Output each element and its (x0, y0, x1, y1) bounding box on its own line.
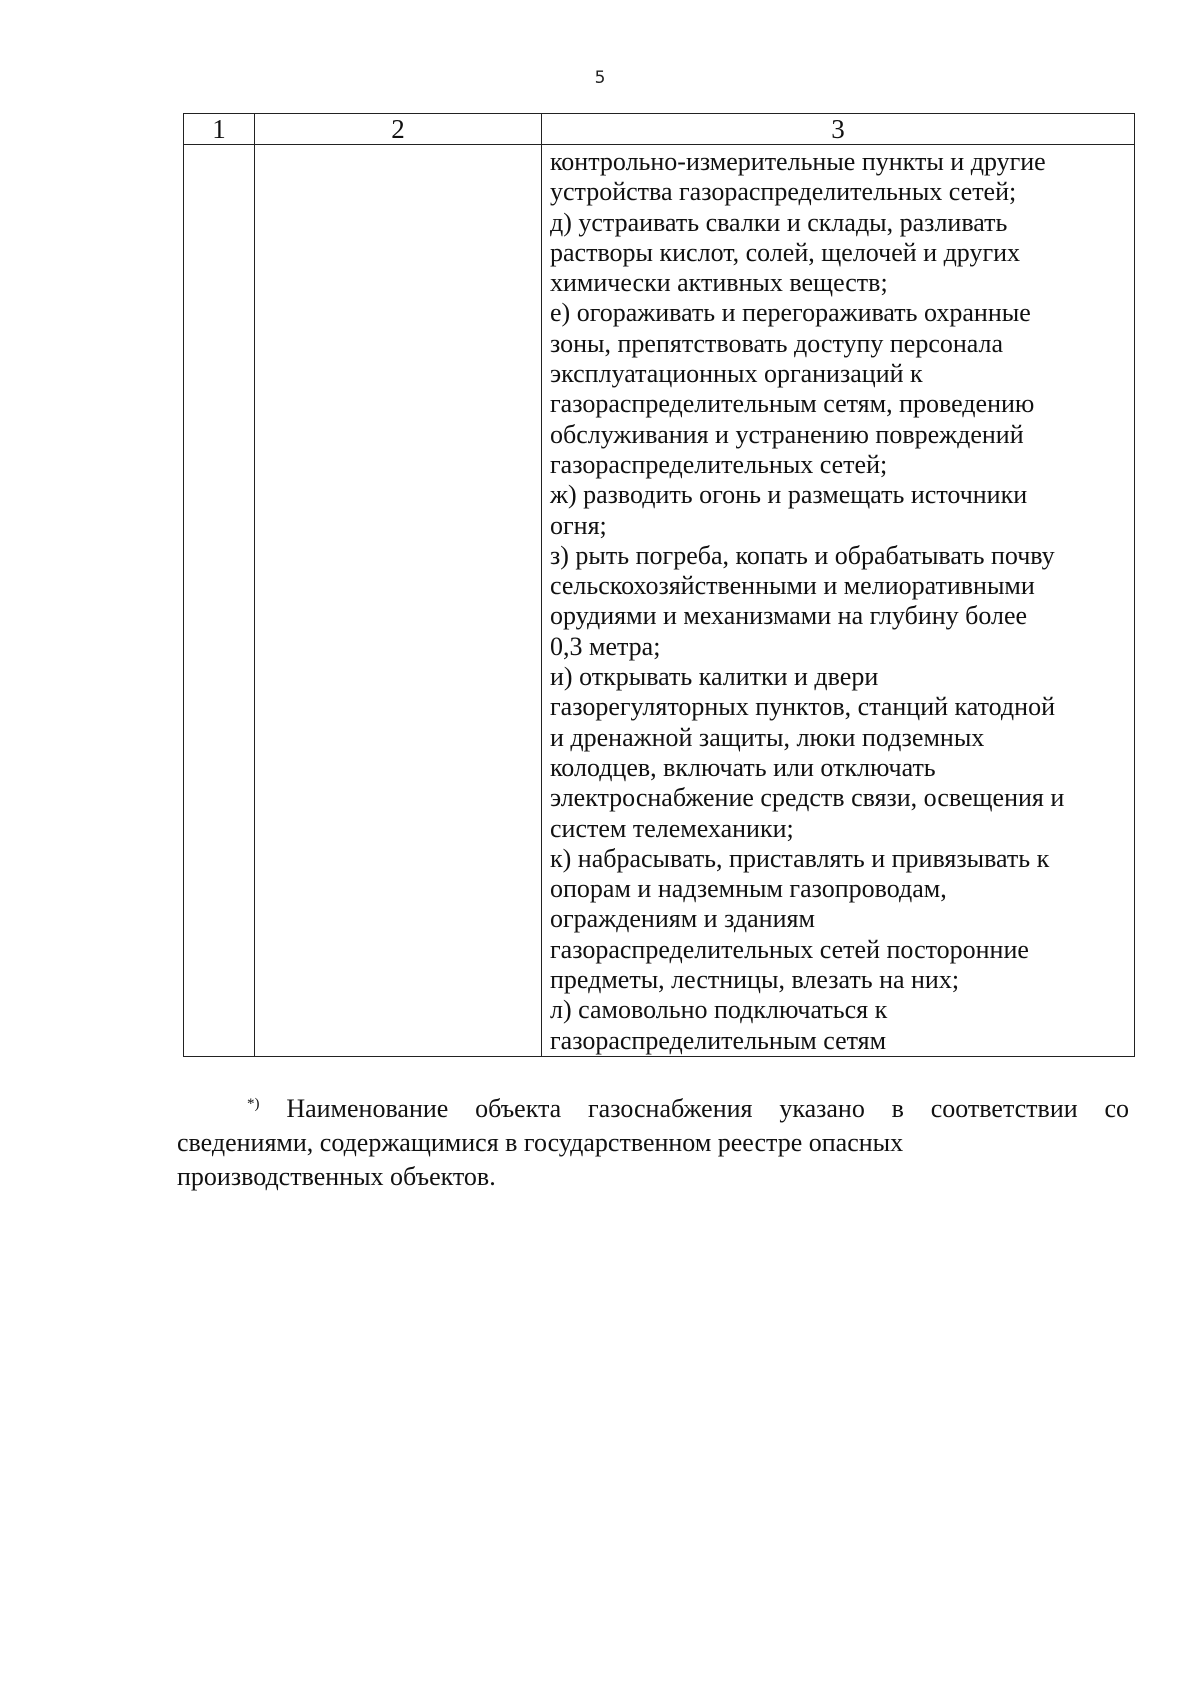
table-header-cell-1: 1 (184, 114, 255, 145)
table-header-cell-2: 2 (255, 114, 542, 145)
table-cell-line: газорегуляторных пунктов, станций катодной (550, 692, 1055, 722)
table-cell-line: предметы, лестницы, влезать на них; (550, 965, 960, 995)
table-cell-line: опорам и надземным газопроводам, (550, 874, 947, 904)
table-cell-line: зоны, препятствовать доступу персонала (550, 328, 1004, 358)
footnote-marker: *) (247, 1096, 260, 1112)
table-cell-line: д) устраивать свалки и склады, разливать (550, 207, 1008, 237)
table-cell-line: орудиями и механизмами на глубину более (550, 601, 1028, 631)
table-cell-line: е) огораживать и перегораживать охранные (550, 298, 1031, 328)
table-cell-line: сельскохозяйственными и мелиоративными (550, 571, 1035, 601)
table-cell-line: огня; (550, 510, 607, 540)
table-cell-line: к) набрасывать, приставлять и привязывать к (550, 843, 1050, 873)
table-cell-line: колодцев, включать или отключать (550, 752, 936, 782)
table-cell-line: газораспределительным сетям, проведению (550, 389, 1035, 419)
table-cell-line: газораспределительным сетям (550, 1025, 887, 1055)
table-cell-line: ж) разводить огонь и размещать источники (550, 480, 1028, 510)
footnote-text-last-line: производственных объектов. (177, 1162, 496, 1191)
table-cell-text (542, 145, 1134, 1056)
table-cell-line: контрольно-измерительные пункты и другие (550, 147, 1046, 176)
table-cell-line: растворы кислот, солей, щелочей и других (550, 237, 1021, 267)
table-cell-line: 0,3 метра; (550, 631, 661, 661)
table-cell-line: газораспределительных сетей посторонние (550, 934, 1029, 964)
table-cell-line: устройства газораспределительных сетей; (550, 177, 1017, 207)
table-header-cell-3: 3 (542, 114, 1135, 145)
table-cell-line: и дренажной защиты, люки подземных (550, 722, 985, 752)
page-number: 5 (594, 68, 606, 88)
table-cell-line: и) открывать калитки и двери (550, 662, 879, 692)
footnote (177, 1092, 1129, 1194)
table-cell-line: эксплуатационных организаций к (550, 359, 923, 389)
table-cell-line: обслуживания и устранению повреждений (550, 419, 1024, 449)
table-cell-col1 (184, 145, 255, 1057)
table-cell-line: ограждениям и зданиям (550, 904, 815, 934)
table-cell-line: л) самовольно подключаться к (550, 995, 888, 1025)
document-table (183, 113, 1135, 1057)
table-cell-line: систем телемеханики; (550, 813, 794, 843)
table-row (184, 145, 1135, 1057)
footnote-text: Наименование объекта газоснабжения указано в соответствии со сведениями, содержащимися в государственном реестре опасных (177, 1094, 1130, 1157)
table-cell-line: газораспределительных сетей; (550, 449, 888, 479)
table-cell-line: з) рыть погреба, копать и обрабатывать почву (550, 540, 1055, 570)
table-cell-col3 (542, 145, 1135, 1057)
table-cell-line: электроснабжение средств связи, освещения и (550, 783, 1065, 813)
table-cell-line: химически активных веществ; (550, 268, 888, 298)
table-cell-col2 (255, 145, 542, 1057)
table-header-row (184, 114, 1135, 145)
